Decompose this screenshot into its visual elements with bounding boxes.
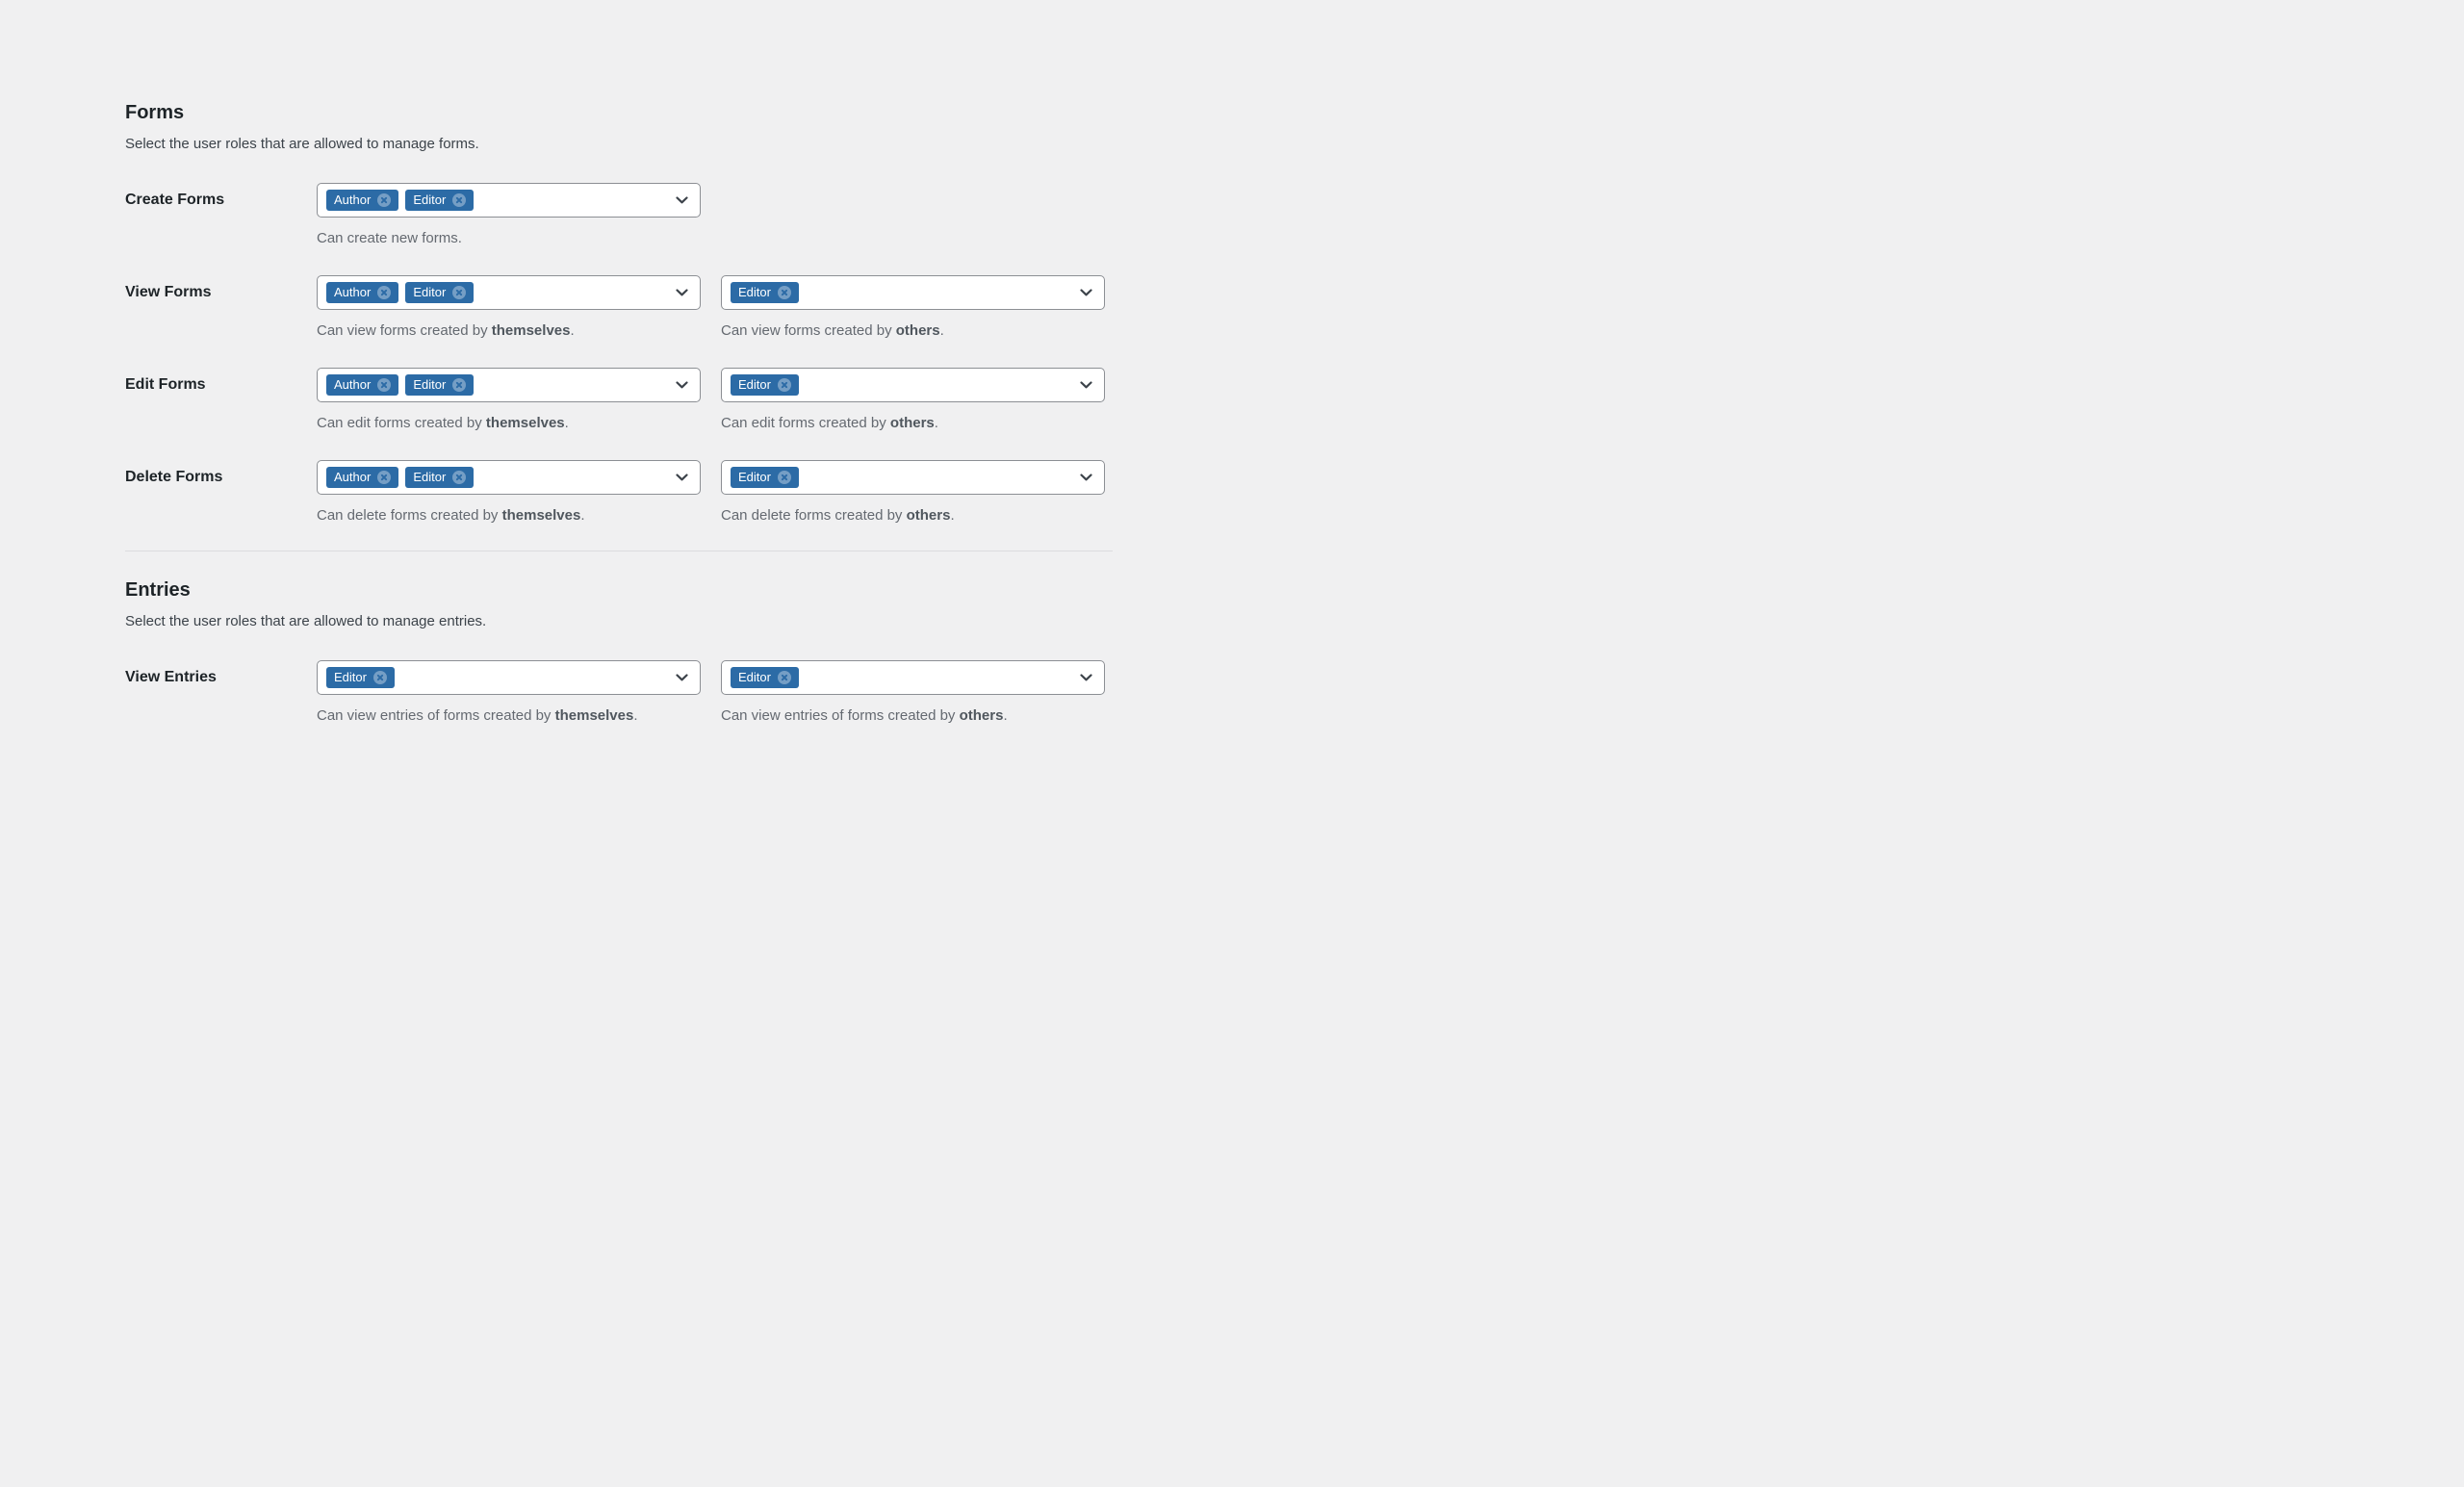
role-tag	[731, 467, 799, 488]
role-tag-label: Editor	[413, 470, 447, 484]
forms-section-title: Forms	[125, 102, 185, 123]
row-create-forms	[125, 183, 1113, 248]
view-forms-others-roles-select[interactable]	[721, 275, 1105, 310]
remove-tag-button[interactable]	[452, 193, 466, 207]
remove-tag-button[interactable]	[377, 378, 391, 392]
chevron-down-icon	[676, 196, 688, 204]
edit-forms-label: Edit Forms	[125, 376, 206, 393]
view-entries-own-roles-select[interactable]	[317, 660, 701, 695]
role-tag	[405, 282, 474, 303]
role-tag-label: Editor	[413, 192, 447, 207]
helper-text: Can view entries of forms created by others.	[721, 707, 1008, 724]
role-tag	[405, 190, 474, 211]
view-forms-label: View Forms	[125, 284, 212, 300]
chevron-down-icon	[676, 474, 688, 481]
remove-tag-button[interactable]	[377, 193, 391, 207]
forms-rows	[125, 183, 1113, 526]
row-view-forms	[125, 275, 1113, 341]
view-entries-others-roles-select[interactable]	[721, 660, 1105, 695]
role-tag-label: Editor	[413, 377, 447, 392]
row-view-entries	[125, 660, 1113, 726]
remove-tag-button[interactable]	[377, 286, 391, 299]
role-tag-label: Author	[334, 377, 372, 392]
create-forms-roles-select[interactable]	[317, 183, 701, 218]
edit-forms-others-roles-select[interactable]	[721, 368, 1105, 402]
x-icon	[380, 289, 388, 296]
role-tag	[326, 282, 398, 303]
helper-text: Can view forms created by others.	[721, 322, 944, 339]
forms-section	[125, 101, 1113, 526]
forms-section-description: Select the user roles that are allowed to manage forms.	[125, 136, 479, 152]
helper-text: Can delete forms created by others.	[721, 507, 955, 524]
role-tag	[731, 667, 799, 688]
x-icon	[455, 474, 463, 481]
role-tag	[326, 467, 398, 488]
role-tag	[405, 467, 474, 488]
x-icon	[376, 674, 384, 681]
x-icon	[455, 196, 463, 204]
x-icon	[380, 381, 388, 389]
remove-tag-button[interactable]	[373, 671, 387, 684]
remove-tag-button[interactable]	[778, 471, 791, 484]
helper-text: Can view entries of forms created by themselves.	[317, 707, 638, 724]
role-tag	[326, 190, 398, 211]
role-tag-label: Editor	[738, 470, 771, 484]
role-tag-label: Editor	[738, 285, 771, 299]
view-forms-own-roles-select[interactable]	[317, 275, 701, 310]
row-edit-forms	[125, 368, 1113, 433]
helper-text: Can edit forms created by others.	[721, 415, 938, 431]
create-forms-label: Create Forms	[125, 192, 225, 208]
chevron-down-icon	[676, 674, 688, 681]
delete-forms-own-roles-select[interactable]	[317, 460, 701, 495]
remove-tag-button[interactable]	[452, 286, 466, 299]
row-delete-forms	[125, 460, 1113, 526]
helper-text: Can delete forms created by themselves.	[317, 507, 585, 524]
remove-tag-button[interactable]	[778, 671, 791, 684]
entries-section-title: Entries	[125, 579, 191, 601]
chevron-down-icon	[1080, 381, 1092, 389]
chevron-down-icon	[676, 289, 688, 296]
role-tag	[326, 667, 395, 688]
role-tag-label: Editor	[738, 377, 771, 392]
x-icon	[781, 289, 788, 296]
x-icon	[380, 196, 388, 204]
access-settings-content	[125, 101, 1113, 726]
helper-text: Can edit forms created by themselves.	[317, 415, 569, 431]
role-tag	[405, 374, 474, 396]
x-icon	[380, 474, 388, 481]
settings-page	[0, 0, 1232, 743]
role-tag-label: Author	[334, 470, 372, 484]
role-tag	[326, 374, 398, 396]
role-tag-label: Editor	[334, 670, 367, 684]
helper-text: Can create new forms.	[317, 230, 462, 246]
x-icon	[781, 674, 788, 681]
role-tag-label: Editor	[413, 285, 447, 299]
x-icon	[455, 289, 463, 296]
chevron-down-icon	[1080, 674, 1092, 681]
x-icon	[455, 381, 463, 389]
remove-tag-button[interactable]	[778, 378, 791, 392]
role-tag-label: Author	[334, 285, 372, 299]
role-tag-label: Author	[334, 192, 372, 207]
role-tag	[731, 374, 799, 396]
chevron-down-icon	[1080, 474, 1092, 481]
chevron-down-icon	[1080, 289, 1092, 296]
helper-text: Can view forms created by themselves.	[317, 322, 575, 339]
x-icon	[781, 381, 788, 389]
entries-section	[125, 578, 1113, 726]
remove-tag-button[interactable]	[452, 378, 466, 392]
edit-forms-own-roles-select[interactable]	[317, 368, 701, 402]
x-icon	[781, 474, 788, 481]
remove-tag-button[interactable]	[377, 471, 391, 484]
delete-forms-others-roles-select[interactable]	[721, 460, 1105, 495]
chevron-down-icon	[676, 381, 688, 389]
role-tag-label: Editor	[738, 670, 771, 684]
delete-forms-label: Delete Forms	[125, 469, 223, 485]
remove-tag-button[interactable]	[778, 286, 791, 299]
view-entries-label: View Entries	[125, 669, 217, 685]
entries-section-description: Select the user roles that are allowed to manage entries.	[125, 613, 487, 629]
entries-rows	[125, 660, 1113, 726]
remove-tag-button[interactable]	[452, 471, 466, 484]
role-tag	[731, 282, 799, 303]
